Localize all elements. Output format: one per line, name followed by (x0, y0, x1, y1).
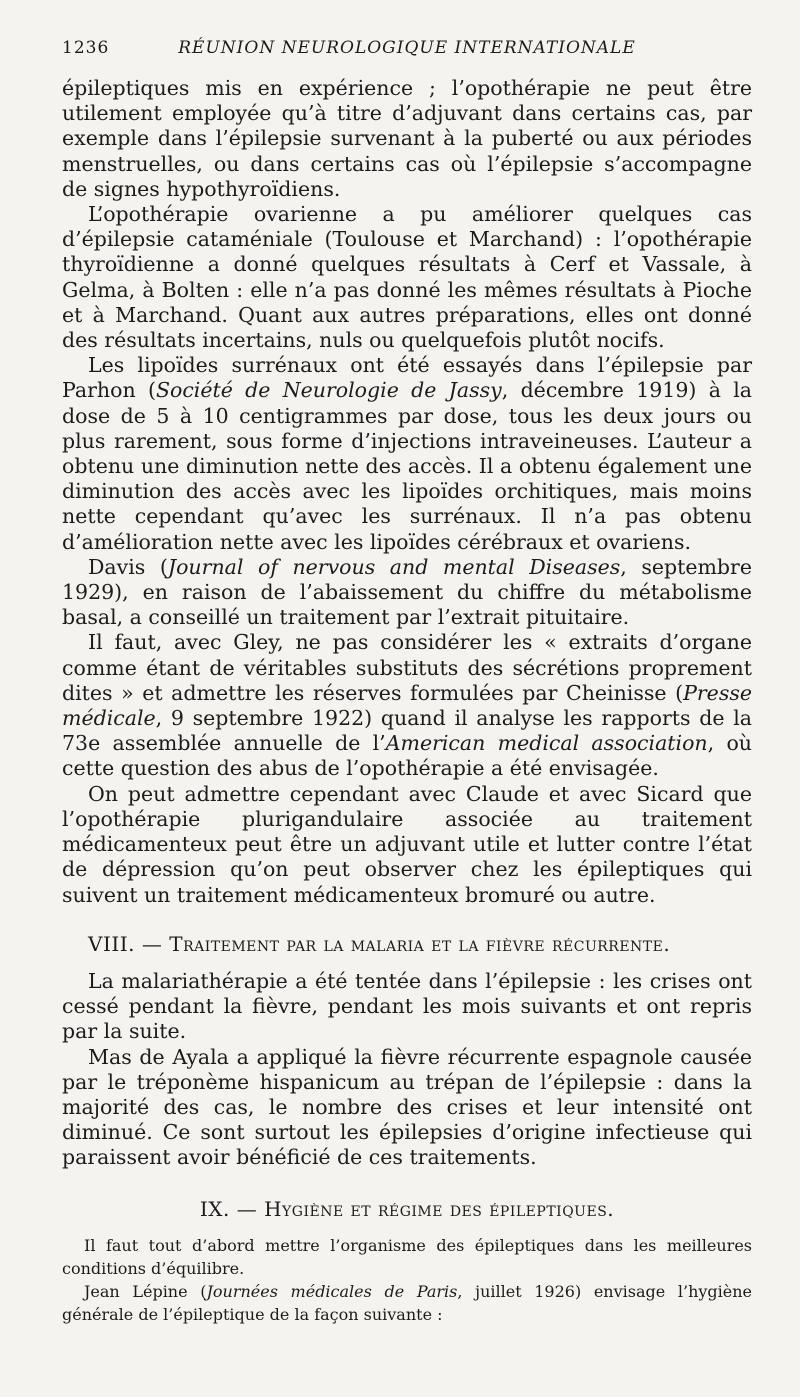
citation: Journées médicales de Paris (206, 1281, 458, 1301)
citation: American medical association (385, 731, 708, 756)
paragraph: Davis (Journal of nervous and mental Diseases, septembre 1929), en raison de l’abaissement du chiffre du métabolisme basal, a conseillé un traitement par l’extrait pituitaire. (62, 554, 752, 630)
citation: Presse médicale (62, 680, 752, 731)
paragraph: épileptiques mis en expérience ; l’opothérapie ne peut être utilement employée qu’à titre d’adjuvant dans certains cas, par exemple dans l’épilepsie survenant à la puberté ou aux périodes menstruelles, ou dans certains cas où l’épilepsie s’accompagne de signes hypothyroïdiens. (62, 76, 752, 201)
paragraph: La malariathérapie a été tentée dans l’épilepsie : les crises ont cessé pendant la fièvre, pendant les mois suivants et ont repris par la suite. (62, 968, 752, 1044)
section-heading-ix: IX. — Hygiène et régime des épileptiques. (199, 1196, 615, 1221)
section-heading-viii: VIII. — Traitement par la malaria et la fièvre récurrente. (88, 931, 671, 956)
page-body (62, 76, 752, 1326)
paragraph: Les lipoïdes surrénaux ont été essayés dans l’épilepsie par Parhon (Société de Neurologie de Jassy, décembre 1919) à la dose de 5 à 10 centigrammes par dose, tous les deux jours ou plus rarement, sous forme d’injections intraveineuses. L’auteur a obtenu une diminution nette des accès. Il a obtenu également une diminution des accès avec les lipoïdes orchitiques, mais moins nette cependant qu’avec les surrénaux. Il n’a pas obtenu d’amélioration nette avec les lipoïdes cérébraux et ovariens. (62, 353, 752, 554)
paragraph: Mas de Ayala a appliqué la fièvre récurrente espagnole causée par le tréponème hispanicum au trépan de l’épilepsie : dans la majorité des cas, le nombre des crises et leur intensité ont diminué. Ce sont surtout les épilepsies d’origine infectieuse qui paraissent avoir bénéficié de ces traitements. (62, 1044, 752, 1170)
running-title: RÉUNION NEUROLOGIQUE INTERNATIONALE (178, 38, 636, 58)
paragraph: On peut admettre cependant avec Claude et avec Sicard que l’opothérapie plurigandulaire associée au traitement médicamenteux peut être un adjuvant utile et lutter contre l’état de dépression qu’on peut observer chez les épileptiques qui suivent un traitement médicamenteux bromuré ou autre. (62, 781, 752, 907)
paragraph: Il faut, avec Gley, ne pas considérer les « extraits d’organe comme étant de véritables substituts des sécrétions proprement dites » et admettre les réserves formulées par Cheinisse (Presse médicale, 9 septembre 1922) quand il analyse les rapports de la 73e assemblée annuelle de l’American medical association, où cette question des abus de l’opothérapie a été envisagée. (62, 630, 752, 781)
citation: Société de Neurologie de Jassy (155, 378, 502, 403)
paragraph: Il faut tout d’abord mettre l’organisme des épileptiques dans les meilleures conditions d’équilibre. (62, 1235, 752, 1278)
paragraph: Jean Lépine (Journées médicales de Paris, juillet 1926) envisage l’hygiène générale de l’épileptique de la façon suivante : (62, 1281, 753, 1324)
small-print-block (62, 1234, 752, 1326)
citation: Journal of nervous and mental Diseases (167, 554, 621, 579)
page-number: 1236 (62, 38, 110, 58)
paragraph: L’opothérapie ovarienne a pu améliorer quelques cas d’épilepsie cataméniale (Toulouse et Marchand) : l’opothérapie thyroïdienne a donné quelques résultats à Cerf et Vassale, à Gelma, à Bolten : elle n’a pas donné les mêmes résultats à Pioche et à Marchand. Quant aux autres préparations, elles ont donné des résultats incertains, nuls ou quelquefois plutôt nocifs. (62, 202, 752, 353)
